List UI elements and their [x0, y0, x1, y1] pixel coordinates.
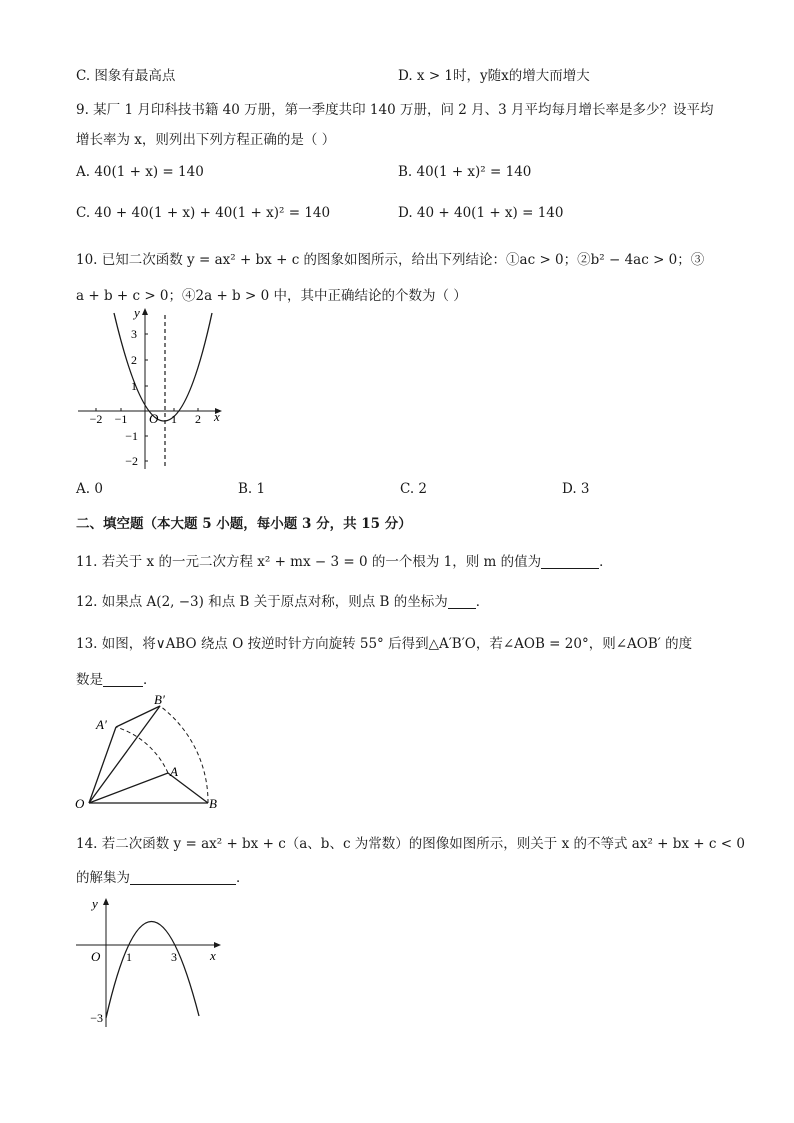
origin-label: O — [91, 949, 101, 964]
y-axis-arrow — [142, 308, 148, 315]
q10-option-d: D. 3 — [562, 481, 590, 497]
section-heading: 二、填空题（本大题 5 小题，每小题 3 分，共 15 分） — [76, 516, 412, 532]
x-tick-label: −1 — [114, 412, 128, 426]
q11-period: ． — [599, 554, 613, 570]
q9-option-b: B. 40(1 + x)² = 140 — [398, 164, 532, 180]
q14-text: 的解集为 — [76, 870, 130, 886]
point-o-label: O — [75, 796, 85, 811]
q10-stem-line2: a + b + c > 0；④2a + b > 0 中，其中正确结论的个数为（ ） — [76, 288, 467, 304]
q10-option-b: B. 1 — [238, 481, 266, 497]
y-tick-label: 1 — [131, 379, 137, 393]
q13-stem-line1: 13. 如图，将∨ABO 绕点 O 按逆时针方向旋转 55° 后得到△A′B′O，若∠AOB = 20°，则∠AOB′ 的度 — [76, 636, 693, 652]
q14-period: ． — [236, 870, 250, 886]
q10-stem-line1: 10. 已知二次函数 y = ax² + bx + c 的图象如图所示，给出下列结论：①ac > 0；②b² − 4ac > 0；③ — [76, 252, 705, 268]
q12-stem — [76, 590, 489, 610]
point-b-label: B — [209, 796, 217, 811]
q12-answer-blank — [448, 594, 476, 609]
x-axis-label: x — [210, 948, 216, 963]
y-axis-label: y — [92, 896, 98, 911]
q14-parabola-graph — [76, 893, 236, 1033]
point-a1-label: A′ — [96, 717, 107, 732]
q12-period: ． — [475, 594, 490, 610]
q9-option-a: A. 40(1 + x) = 140 — [76, 164, 204, 180]
point-a-label: A — [170, 764, 178, 779]
q14-stem-line2 — [76, 866, 250, 886]
x-tick-label: 1 — [126, 950, 132, 964]
arc-b-to-b1 — [160, 706, 208, 803]
origin-label: O — [149, 411, 159, 426]
q10-parabola-graph — [76, 303, 226, 473]
parabola-curve — [106, 921, 199, 1018]
y-axis-label: y — [134, 305, 140, 320]
x-tick-label: 1 — [171, 412, 177, 426]
q9-option-d: D. 40 + 40(1 + x) = 140 — [398, 205, 564, 221]
q11-answer-blank — [541, 554, 599, 569]
q8-option-d: D. x > 1时，y随x的增大而增大 — [398, 68, 590, 84]
parabola-curve — [114, 313, 212, 421]
segment-oa1 — [89, 727, 116, 803]
segment-a1b1 — [116, 706, 160, 727]
q13-period: ． — [143, 672, 157, 688]
q11-stem — [76, 550, 613, 570]
x-tick-label: 3 — [171, 950, 177, 964]
point-b1-label: B′ — [154, 692, 165, 707]
q9-option-c: C. 40 + 40(1 + x) + 40(1 + x)² = 140 — [76, 205, 331, 221]
x-axis-label: x — [214, 409, 220, 424]
q13-rotation-figure — [72, 690, 232, 815]
q12-text: 12. 如果点 A(2, −3) 和点 B 关于原点对称，则点 B 的坐标为 — [76, 594, 448, 610]
q10-option-c: C. 2 — [400, 481, 428, 497]
arc-a-to-a1 — [116, 727, 168, 773]
q9-stem-line2: 增长率为 x，则列出下列方程正确的是（ ） — [76, 132, 336, 148]
q11-text: 11. 若关于 x 的一元二次方程 x² + mx − 3 = 0 的一个根为 1，则 m 的值为 — [76, 554, 542, 570]
q14-stem-line1: 14. 若二次函数 y = ax² + bx + c（a、b、c 为常数）的图像如图所示，则关于 x 的不等式 ax² + bx + c < 0 — [76, 836, 745, 852]
segment-oa — [89, 773, 168, 803]
q8-option-c: C. 图象有最高点 — [76, 68, 176, 84]
x-tick-label: −2 — [89, 412, 103, 426]
y-tick-label: 2 — [131, 353, 137, 367]
q14-answer-blank — [130, 870, 236, 885]
q13-stem-line2 — [76, 668, 157, 688]
q9-stem-line1: 9. 某厂 1 月印科技书籍 40 万册，第一季度共印 140 万册，问 2 月、3 月平均每月增长率是多少？设平均 — [76, 102, 714, 118]
q13-text: 数是 — [76, 672, 103, 688]
y-tick-label: −2 — [125, 454, 138, 468]
y-tick-label: 3 — [131, 327, 137, 341]
y-tick-label: −1 — [125, 429, 138, 443]
y-tick-label: −3 — [90, 1011, 103, 1025]
y-axis-arrow — [103, 898, 109, 905]
x-tick-label: 2 — [195, 412, 201, 426]
q10-option-a: A. 0 — [76, 481, 103, 497]
q13-answer-blank — [103, 672, 143, 687]
